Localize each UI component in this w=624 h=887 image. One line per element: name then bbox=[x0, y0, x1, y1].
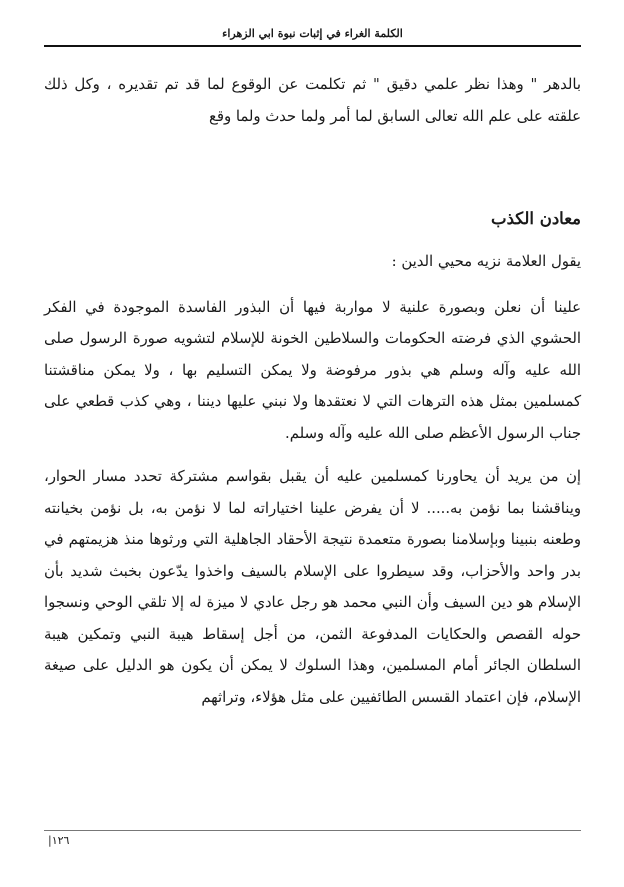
page-body bbox=[44, 69, 581, 713]
footer-divider bbox=[44, 830, 581, 831]
body-paragraph-1: علينا أن نعلن وبصورة علنية لا مواربة فيها أن البذور الفاسدة الموجودة في الفكر الحشوي الذي فرضته الحكومات والسلاطين الخونة للإسلام لتشويه صورة الرسول صلى الله عليه وآله وسلم هي بذور مرفوضة ولا يمكن التسليم بها ، ولا يمكن مناقشتنا كمسلمين بمثل هذه الترهات التي لا نعتقدها ولا نبني عليها ديننا ، وهي كذب قطعي على جناب الرسول الأعظم صلى الله عليه وآله وسلم. bbox=[44, 298, 581, 442]
page-number: ١٢٦ bbox=[51, 834, 70, 847]
header-divider bbox=[44, 45, 581, 47]
intro-paragraph: بالدهر " وهذا نظر علمي دقيق " ثم تكلمت عن الوقوع لما قد تم تقديره ، وكل ذلك علقته على علم الله تعالى السابق لما أمر ولما حدث ولما وقع bbox=[44, 76, 581, 125]
body-paragraph-2: إن من يريد أن يحاورنا كمسلمين عليه أن يقبل بقواسم مشتركة تحدد مسار الحوار، ويناقشنا بما نؤمن به..... لا أن يفرض علينا اختياراته لما لا نؤمن به، بل نؤمن بخيانته وطعنه بنبينا وبإسلامنا بصورة متعمدة نتيجة الأحقاد الجاهلية التي ورثوها منذ هزيمتهم في بدر واحد والأحزاب، وقد سيطروا على الإسلام بالسيف واخذوا يدّعون بخبث شديد بأن الإسلام هو دين السيف وأن النبي محمد هو رجل عادي لا ميزة له إلا تلقي الوحي ونسجوا حوله القصص والحكايات المدفوعة الثمن، من أجل إسقاط هيبة النبي وتمكين هيبة السلطان الجائر أمام المسلمين، وهذا السلوك لا يمكن أن يكون هو الدليل على صيغة الإسلام، فإن اعتماد القسس الطائفيين على مثل هؤلاء، وتراثهم bbox=[44, 468, 581, 706]
running-header: الكلمة الغراء في إثبات نبوة ابي الزهراء bbox=[222, 27, 403, 40]
section-title: معادن الكذب bbox=[491, 209, 581, 228]
page-number-footer bbox=[44, 833, 69, 849]
quote-intro: يقول العلامة نزيه محيي الدين : bbox=[391, 253, 581, 270]
footer-separator: | bbox=[48, 834, 52, 847]
